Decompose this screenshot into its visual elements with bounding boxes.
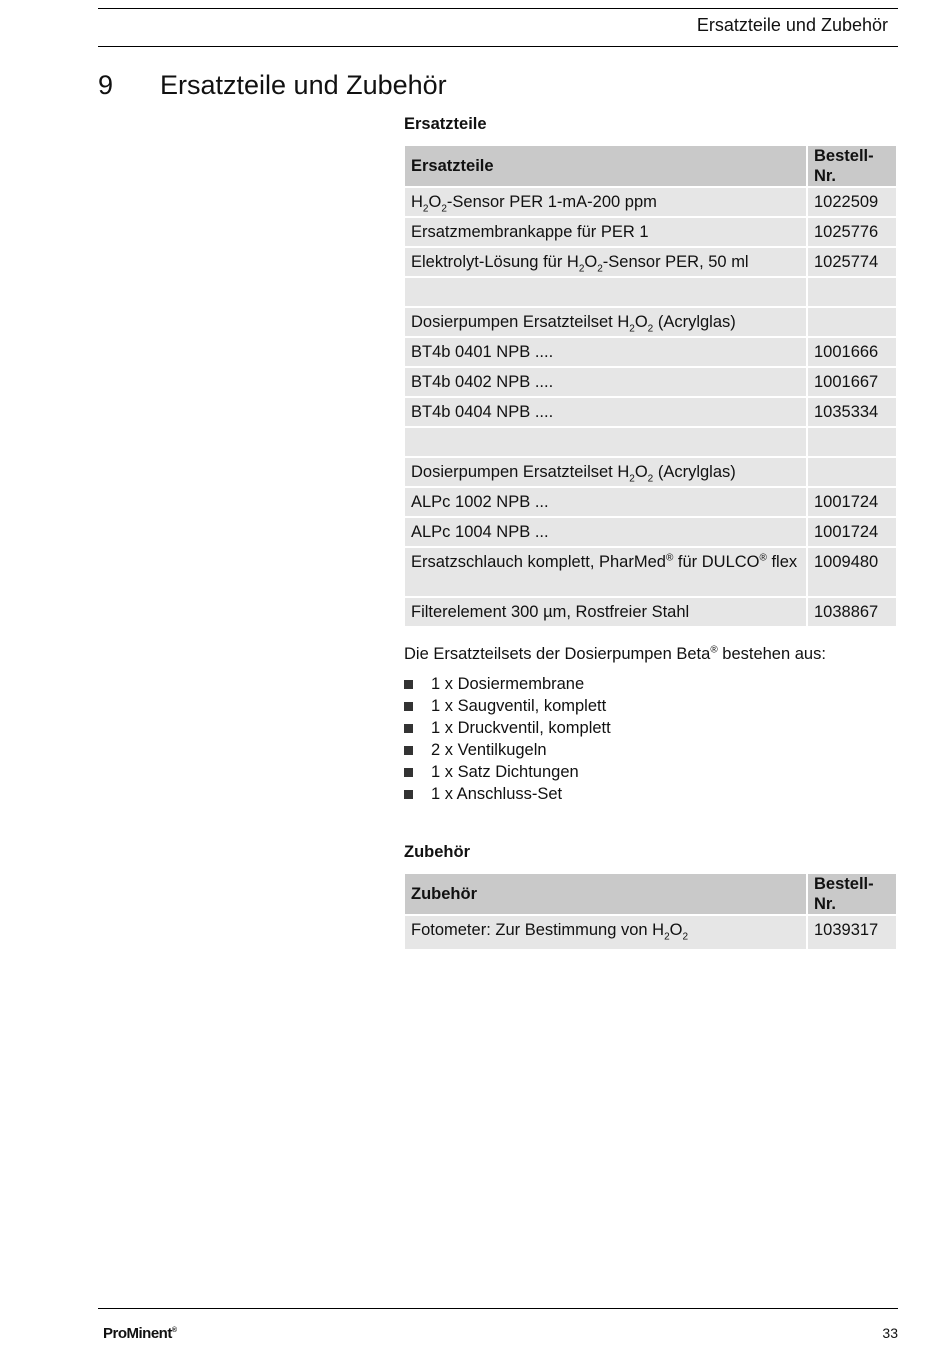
part-name: $H_2O_2$-Sensor PER 1-mA-200 ppm xyxy=(405,188,806,216)
table-row xyxy=(405,338,896,366)
table-row xyxy=(405,488,896,516)
table-row-empty xyxy=(405,278,896,306)
table-row xyxy=(405,548,896,596)
part-name: BT4b 0404 NPB .... xyxy=(405,398,806,426)
spare-parts-title: Ersatzteile xyxy=(404,115,487,133)
accessories-title: Zubehör xyxy=(404,843,470,861)
kits-intro-text: Die Ersatzteilsets der Dosierpumpen Beta® bestehen aus: xyxy=(404,644,826,663)
table-row xyxy=(405,188,896,216)
order-number: 1009480 xyxy=(808,548,896,596)
table-header-row xyxy=(405,874,896,914)
spare-parts-table xyxy=(403,144,898,628)
order-number: 1038867 xyxy=(808,598,896,626)
chapter-number: 9 xyxy=(98,70,114,100)
chapter-heading xyxy=(98,70,447,101)
table-row xyxy=(405,248,896,276)
table-row-empty xyxy=(405,428,896,456)
part-name: Elektrolyt-Lösung für $H_2O_2$-Sensor PER, 50 ml xyxy=(405,248,806,276)
part-group-name: Dosierpumpen Ersatzteilset $H_2O_2$ (Acrylglas) xyxy=(405,458,806,486)
order-number: 1025774 xyxy=(808,248,896,276)
order-number: 1001724 xyxy=(808,518,896,546)
bullet-square-icon xyxy=(404,768,413,777)
part-name: BT4b 0402 NPB .... xyxy=(405,368,806,396)
table-row xyxy=(405,368,896,396)
list-item: 1 x Dosiermembrane xyxy=(404,673,611,695)
list-item: 1 x Anschluss-Set xyxy=(404,783,611,805)
table-row xyxy=(405,518,896,546)
part-name: Ersatzschlauch komplett, PharMed® für DULCO® flex xyxy=(405,548,806,596)
column-header-order: Bestell-Nr. xyxy=(808,146,896,186)
prominent-logo: ProMinent® xyxy=(103,1325,177,1342)
table-row xyxy=(405,398,896,426)
order-number: 1035334 xyxy=(808,398,896,426)
table-row xyxy=(405,308,896,336)
table-row xyxy=(405,916,896,949)
order-number: 1039317 xyxy=(808,916,896,949)
part-group-name: Dosierpumpen Ersatzteilset $H_2O_2$ (Acrylglas) xyxy=(405,308,806,336)
bullet-square-icon xyxy=(404,746,413,755)
footer-rule xyxy=(98,1308,898,1309)
table-row xyxy=(405,218,896,246)
running-header: Ersatzteile und Zubehör xyxy=(696,15,888,35)
part-name: Filterelement 300 µm, Rostfreier Stahl xyxy=(405,598,806,626)
bullet-square-icon xyxy=(404,702,413,711)
header-top-rule xyxy=(98,8,898,9)
column-header-name: Zubehör xyxy=(405,874,806,914)
list-item: 1 x Druckventil, komplett xyxy=(404,717,611,739)
table-row xyxy=(405,458,896,486)
part-name: ALPc 1004 NPB ... xyxy=(405,518,806,546)
part-name: Ersatzmembrankappe für PER 1 xyxy=(405,218,806,246)
order-number: 1001666 xyxy=(808,338,896,366)
bullet-square-icon xyxy=(404,680,413,689)
kit-contents-list xyxy=(404,673,611,805)
part-name: Fotometer: Zur Bestimmung von $H_2O_2$ xyxy=(405,916,806,949)
page-number: 33 xyxy=(882,1325,898,1341)
part-name: ALPc 1002 NPB ... xyxy=(405,488,806,516)
list-item: 2 x Ventilkugeln xyxy=(404,739,611,761)
header-bottom-rule xyxy=(98,46,898,47)
order-number: 1001724 xyxy=(808,488,896,516)
bullet-square-icon xyxy=(404,790,413,799)
table-header-row xyxy=(405,146,896,186)
table-row xyxy=(405,598,896,626)
bullet-square-icon xyxy=(404,724,413,733)
part-name: BT4b 0401 NPB .... xyxy=(405,338,806,366)
order-number: 1025776 xyxy=(808,218,896,246)
list-item: 1 x Satz Dichtungen xyxy=(404,761,611,783)
list-item: 1 x Saugventil, komplett xyxy=(404,695,611,717)
column-header-order: Bestell-Nr. xyxy=(808,874,896,914)
accessories-table xyxy=(403,872,898,951)
chapter-title: Ersatzteile und Zubehör xyxy=(160,70,447,100)
order-number: 1001667 xyxy=(808,368,896,396)
order-number: 1022509 xyxy=(808,188,896,216)
column-header-name: Ersatzteile xyxy=(405,146,806,186)
